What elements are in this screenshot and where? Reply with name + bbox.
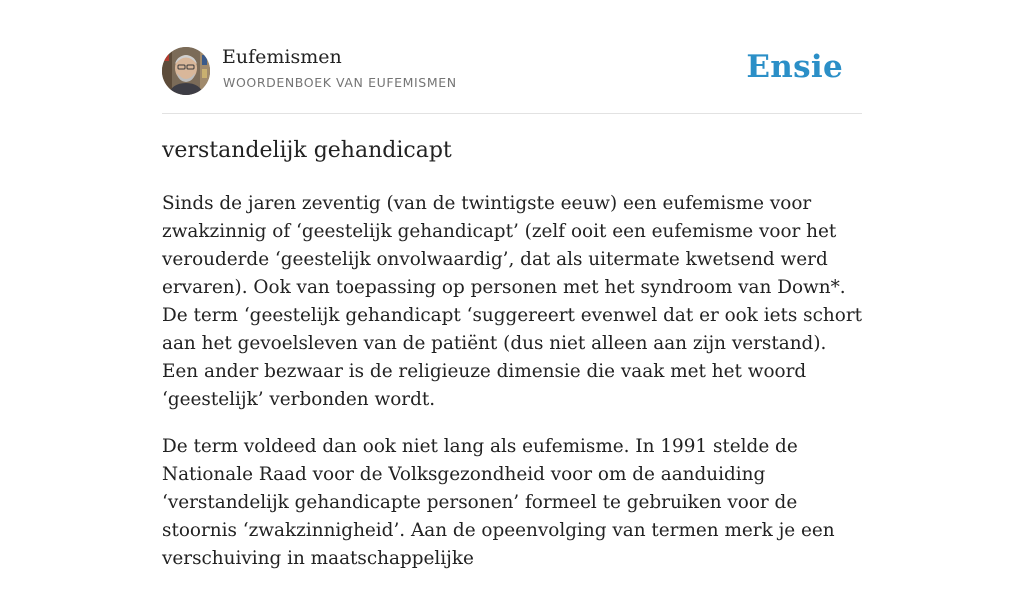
- entry-paragraph: Sinds de jaren zeventig (van de twintigste eeuw) een eufemisme voor zwakzinnig of ‘geestelijk gehandicapt’ (zelf ooit een eufemisme voor het verouderde ‘geestelijk onvolwaardig’, dat als uitermate kwetsend werd ervaren). Ook van toepassing op personen met het syndroom van Down*. De term ‘geestelijk gehandicapt ‘suggereert evenwel dat er ook iets schort aan het gevoelsleven van de patiënt (dus niet alleen aan zijn verstand). Een ander bezwaar is de religieuze dimensie die vaak met het woord ‘geestelijk’ verbonden wordt.: [162, 193, 863, 410]
- author-portrait-icon[interactable]: [162, 47, 210, 95]
- author-name[interactable]: Eufemismen: [222, 46, 342, 68]
- entry-body: [162, 190, 862, 592]
- page: [162, 0, 863, 569]
- site-logo[interactable]: Ensie: [746, 49, 843, 85]
- entry-title: verstandelijk gehandicapt: [162, 138, 452, 163]
- entry-paragraph: De term voldeed dan ook niet lang als eufemisme. In 1991 stelde de Nationale Raad voor de Volksgezondheid voor om de aanduiding ‘verstandelijk gehandicapte personen’ formeel te gebruiken voor de stoornis ‘zwakzinnigheid’. Aan de opeenvolging van termen merk je een verschuiving in maatschappelijke: [162, 436, 835, 569]
- header: [162, 0, 862, 114]
- author-subtitle[interactable]: WOORDENBOEK VAN EUFEMISMEN: [223, 75, 457, 90]
